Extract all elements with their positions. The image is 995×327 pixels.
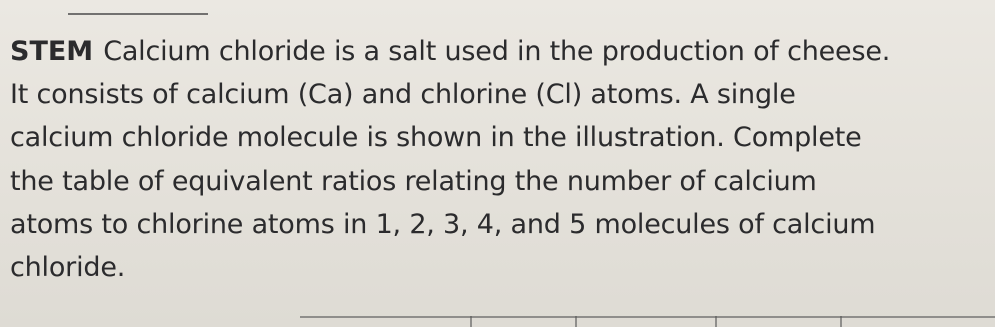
problem-line-3: calcium chloride molecule is shown in the illustration. Complete: [10, 122, 862, 154]
problem-line-1-text: Calcium chloride is a salt used in the production of cheese.: [103, 36, 891, 67]
table-divider: [470, 316, 472, 327]
table-divider: [575, 316, 577, 327]
table-divider: [840, 316, 842, 327]
top-rule: [68, 13, 208, 15]
table-divider: [715, 316, 717, 327]
table-top-line: [300, 316, 995, 318]
problem-line-4: the table of equivalent ratios relating the number of calcium: [10, 165, 817, 197]
problem-line-6: chloride.: [10, 251, 126, 283]
problem-line-2: It consists of calcium (Ca) and chlorine (Cl) atoms. A single: [10, 79, 796, 111]
problem-text: [10, 30, 990, 289]
table-top-border: [0, 304, 995, 327]
problem-line-5: atoms to chlorine atoms in 1, 2, 3, 4, and 5 molecules of calcium: [10, 208, 876, 240]
problem-line-1: [10, 30, 990, 73]
stem-tag: STEM: [10, 36, 94, 67]
